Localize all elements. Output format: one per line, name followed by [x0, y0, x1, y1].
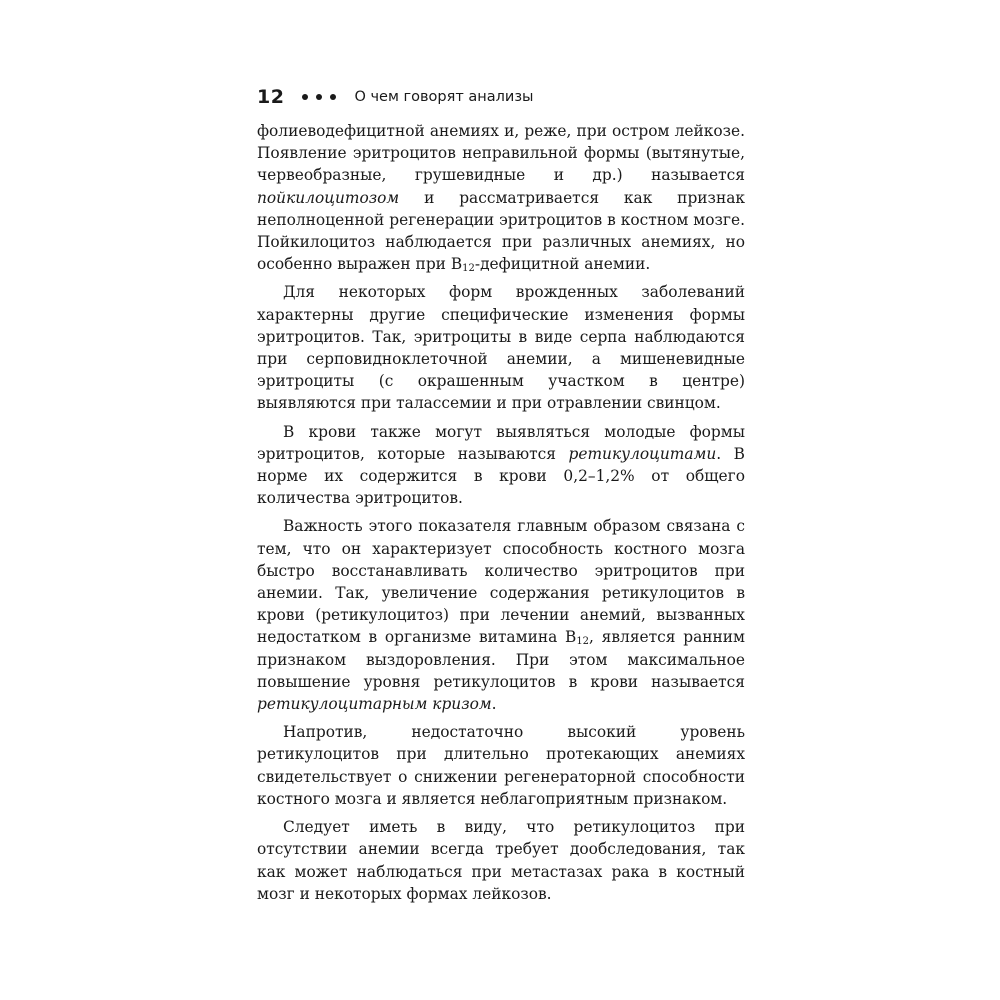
- paragraph: [257, 421, 745, 510]
- body-text: [257, 120, 745, 911]
- subscript: 12: [462, 263, 475, 275]
- page-header: [257, 84, 757, 110]
- paragraph: [257, 281, 745, 414]
- text-run: . В норме их содержится в крови 0,2–1,2% от общего количества эритроцитов.: [257, 444, 745, 508]
- italic-term: ретикулоцитарным кризом: [257, 695, 492, 714]
- italic-term: ретикулоцитами: [568, 444, 717, 463]
- text-run: -дефицитной анемии.: [474, 255, 651, 274]
- page-number: 12: [257, 86, 285, 108]
- dot-icon: [316, 94, 322, 100]
- dot-icon: [330, 94, 336, 100]
- text-run: фолиеводефицитной анемиях и, реже, при остром лейкозе. Появление эритроцитов неправильной формы (вытянутые, червеобразные, грушевидные и др.) называется: [257, 122, 745, 185]
- paragraph: [257, 120, 745, 275]
- dot-icon: [302, 94, 308, 100]
- text-run: Следует иметь в виду, что ретикулоцитоз при отсутствии анемии всегда требует дообследования, так как может наблюдаться при метастазах рака в костный мозг и некоторых формах лейкозов.: [257, 818, 745, 903]
- paragraph: [257, 721, 745, 810]
- text-run: , является ранним признаком выздоровления. При этом максимальное повышение уровня ретикулоцитов в крови называется: [257, 628, 745, 691]
- text-run: .: [491, 695, 497, 714]
- text-run: Напротив, недостаточно высокий уровень ретикулоцитов при длительно протекающих анемиях свидетельствует о снижении регенераторной способности костного мозга и является неблагоприятным признаком.: [257, 723, 745, 808]
- paragraph: [257, 515, 745, 715]
- paragraph: [257, 816, 745, 905]
- italic-term: пойкилоцитозом: [257, 188, 400, 207]
- text-run: Для некоторых форм врожденных заболеваний характерны другие специфические изменения формы эритроцитов. Так, эритроциты в виде серпа наблюдаются при серповидноклеточной анемии, а мишеневидные эритроциты (с окрашенным участком в центре) выявляются при талассемии и при отравлении свинцом.: [257, 283, 745, 413]
- running-title: О чем говорят анализы: [354, 89, 534, 105]
- text-run: Важность этого показателя главным образом связана с тем, что он характеризует способность костного мозга быстро восстанавливать количество эритроцитов при анемии. Так, увеличение содержания ретикулоцитов в крови (ретикулоцитоз) при лечении анемий, вызванных недостатком в организме витамина B: [257, 517, 745, 647]
- header-dots-icon: [302, 94, 336, 100]
- subscript: 12: [576, 636, 590, 648]
- text-run: В крови также могут выявляться молодые формы эритроцитов, которые называются: [257, 422, 745, 463]
- text-run: и рассматривается как признак неполноценной регенерации эритроцитов в костном мозге. Пойкилоцитоз наблюдается при различных анемиях, но особенно выражен при B: [257, 188, 745, 274]
